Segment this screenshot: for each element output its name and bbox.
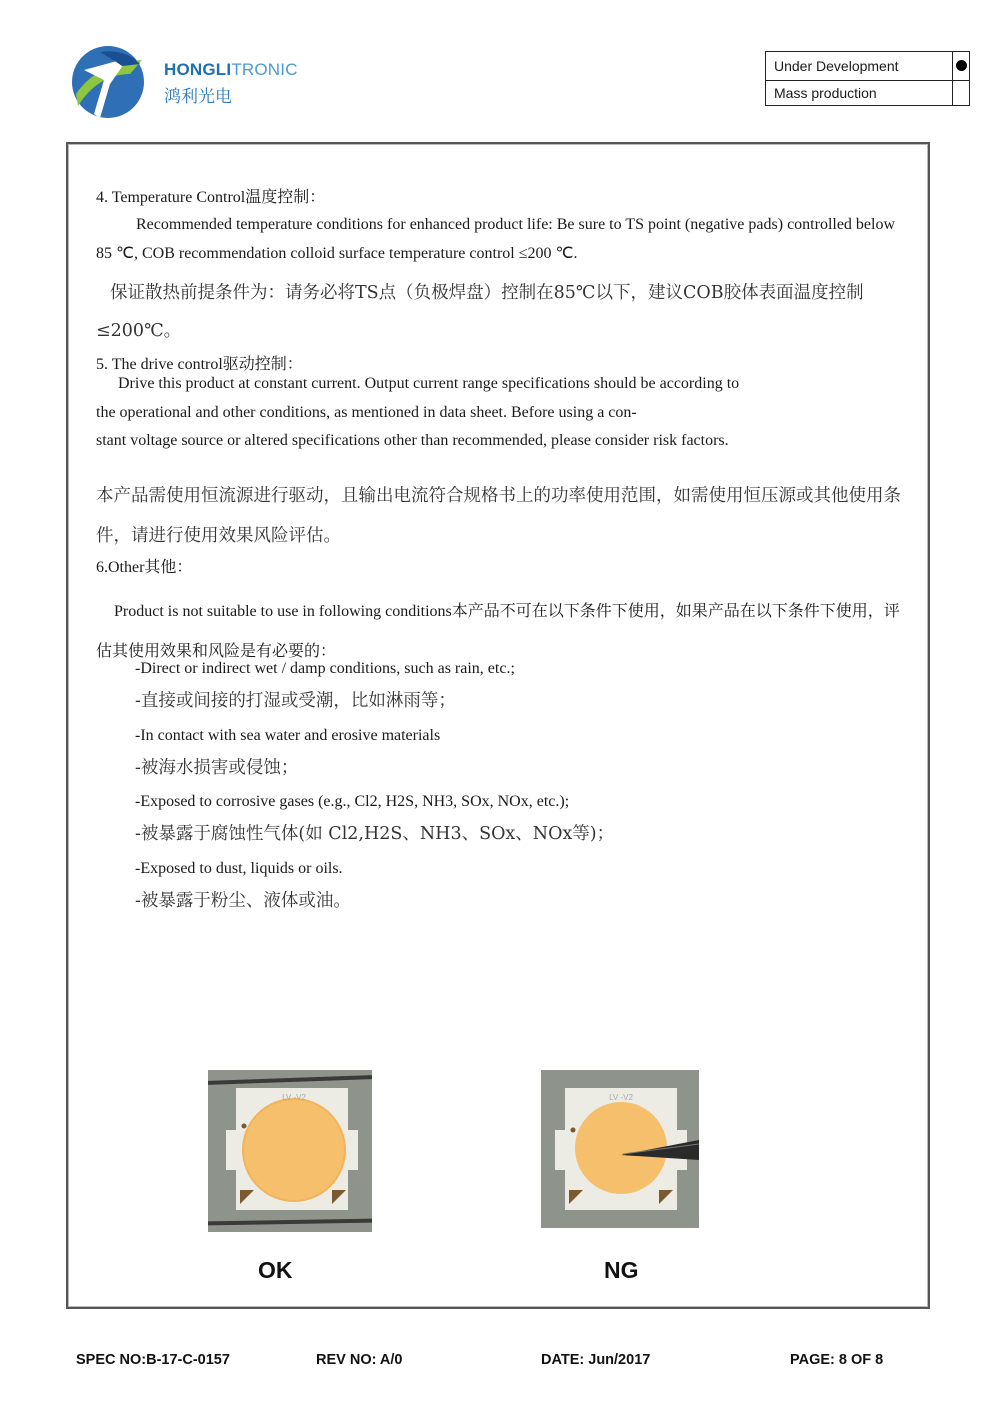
revision-number: REV NO: A/0 bbox=[316, 1352, 403, 1368]
section-5-chinese-text: 本产品需使用恒流源进行驱动，且输出电流符合规格书上的功率使用范围，如需使用恒压源或其他使用条件，请进行使用效果风险评估。 bbox=[96, 485, 901, 546]
section-5-title: 5. The drive control驱动控制： bbox=[96, 356, 303, 373]
brand-name-en: HONGLITRONIC bbox=[164, 60, 298, 79]
list-item: -被暴露于粉尘、液体或油。 bbox=[135, 891, 351, 912]
hongli-logo-icon bbox=[70, 44, 146, 120]
section-6-intro: Product is not suitable to use in following conditions本产品不可在以下条件下使用，如果产品在以下条件下使用，评估其使用效果和风险是有必要的： bbox=[96, 603, 900, 660]
section-5-line: stant voltage source or altered specifications other than recommended, please consider risk factors. bbox=[96, 432, 729, 449]
section-4-title: 4. Temperature Control温度控制： bbox=[96, 189, 326, 206]
section-6-title: 6.Other其他： bbox=[96, 559, 193, 576]
development-status-table bbox=[765, 51, 970, 106]
list-item: -直接或间接的打湿或受潮，比如淋雨等； bbox=[135, 691, 456, 712]
section-4-english-text: Recommended temperature conditions for enhanced product life: Be sure to TS point (negative pads) controlled below 85 ℃, COB recommendation colloid surface temperature control ≤200 ℃. bbox=[96, 216, 896, 262]
company-logo bbox=[70, 44, 320, 120]
list-item: -被暴露于腐蚀性气体(如 Cl2,H2S、NH3、SOx、NOx等)； bbox=[135, 824, 615, 845]
ng-caption: NG bbox=[604, 1257, 639, 1283]
status-mark bbox=[953, 81, 970, 106]
page-number: PAGE: 8 OF 8 bbox=[790, 1352, 884, 1368]
brand-name-cn: 鸿利光电 bbox=[164, 87, 232, 107]
section-4-chinese-text: 保证散热前提条件为：请务必将TS点（负极焊盘）控制在85℃以下，建议COB胶体表面温度控制≤200℃。 bbox=[96, 282, 864, 341]
list-item: -被海水损害或侵蚀； bbox=[135, 757, 299, 778]
list-item: -Direct or indirect wet / damp conditions, such as rain, etc.; bbox=[135, 660, 515, 677]
filled-dot-icon bbox=[956, 60, 967, 71]
status-label: Mass production bbox=[766, 81, 953, 106]
section-5-line: the operational and other conditions, as mentioned in data sheet. Before using a con- bbox=[96, 403, 637, 421]
list-item: -Exposed to corrosive gases (e.g., Cl2, H2S, NH3, SOx, NOx, etc.); bbox=[135, 793, 570, 811]
section-5-line: Drive this product at constant current. Output current range specifications should be according to bbox=[118, 375, 740, 392]
status-label: Under Development bbox=[766, 52, 953, 81]
conditions-list bbox=[135, 652, 915, 918]
ok-caption: OK bbox=[258, 1257, 293, 1283]
spec-number: SPEC NO:B-17-C-0157 bbox=[76, 1352, 230, 1368]
document-date: DATE: Jun/2017 bbox=[541, 1352, 651, 1368]
cob-photo-ok bbox=[208, 1070, 372, 1232]
chip-marking: LV -V2 bbox=[609, 1093, 633, 1102]
section-5-english-text bbox=[96, 370, 911, 456]
list-item: -In contact with sea water and erosive materials bbox=[135, 726, 441, 744]
chip-marking: LV -V2 bbox=[282, 1093, 306, 1102]
list-item: -Exposed to dust, liquids or oils. bbox=[135, 859, 343, 877]
status-mark bbox=[953, 52, 970, 81]
status-row-mass-production bbox=[766, 81, 970, 106]
cob-photo-ng bbox=[541, 1070, 699, 1228]
status-row-under-development bbox=[766, 52, 970, 81]
